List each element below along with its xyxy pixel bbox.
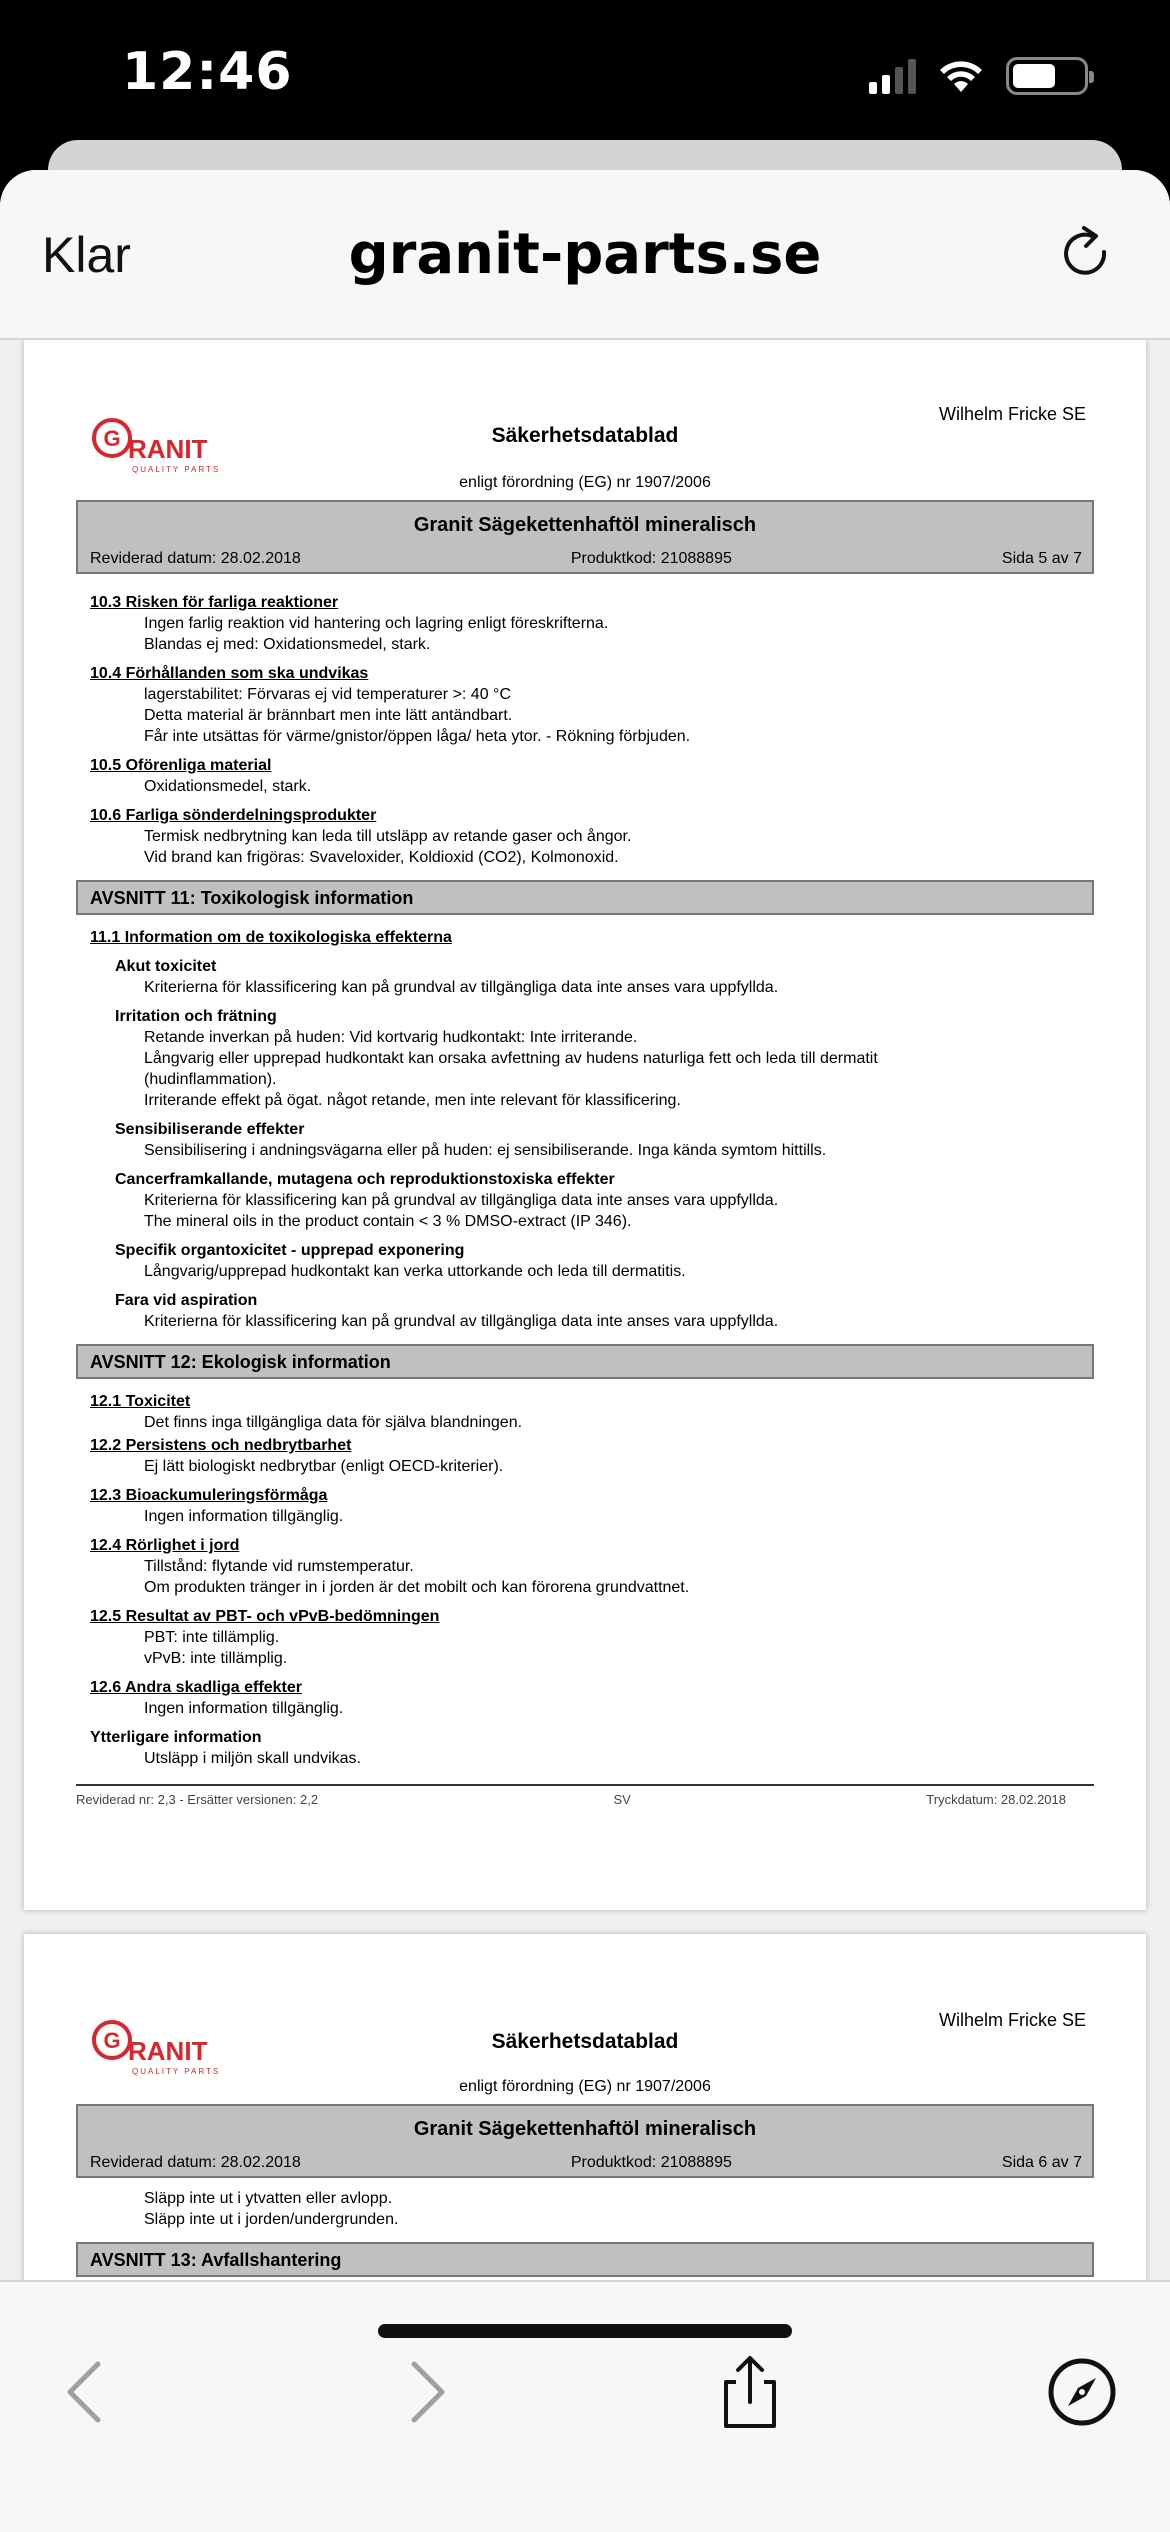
text-line: Det finns inga tillgängliga data för själva blandningen. <box>144 1414 523 1431</box>
status-time: 12:46 <box>122 42 293 102</box>
text-line: Ingen information tillgänglig. <box>144 1700 344 1717</box>
document-subtitle: enligt förordning (EG) nr 1907/2006 <box>459 474 711 491</box>
text-line: Om produkten tränger in i jorden är det mobilt och kan förorena grundvattnet. <box>144 1579 690 1596</box>
section-heading: 12.2 Persistens och nedbrytbarhet <box>90 1437 352 1454</box>
section-title-bar: AVSNITT 13: Avfallshantering <box>76 2242 1094 2277</box>
text-line: Kriterierna för klassificering kan på grundval av tillgängliga data inte anses vara uppfyllda. <box>144 1313 779 1330</box>
subheading: Sensibiliserande effekter <box>115 1121 305 1138</box>
product-name: Granit Sägekettenhaftöl mineralisch <box>413 2118 757 2140</box>
page-header <box>24 340 1146 500</box>
product-header-box <box>76 2104 1094 2178</box>
text-line: Tillstånd: flytande vid rumstemperatur. <box>144 1558 414 1575</box>
section-heading: 10.6 Farliga sönderdelningsprodukter <box>90 807 377 824</box>
page-content <box>24 574 1146 1769</box>
text-line: Långvarig eller upprepad hudkontakt kan orsaka avfettning av hudens naturliga fett och leda till dermatit <box>144 1050 878 1067</box>
svg-text:RANIT: RANIT <box>128 434 208 464</box>
reload-icon[interactable] <box>1054 222 1118 286</box>
compass-icon[interactable] <box>1042 2352 1122 2432</box>
subheading: Ytterligare information <box>90 1729 262 1746</box>
text-line: Får inte utsättas för värme/gnistor/öppen låga/ heta ytor. - Rökning förbjuden. <box>144 728 691 745</box>
company-name: Wilhelm Fricke SE <box>938 2010 1086 2030</box>
status-icons <box>869 56 1088 96</box>
text-line: Släpp inte ut i jorden/undergrunden. <box>144 2211 399 2228</box>
text-line: Detta material är brännbart men inte lätt antändbart. <box>144 707 513 724</box>
browser-sheet <box>0 170 1170 2532</box>
section-title-bar: AVSNITT 12: Ekologisk information <box>76 1344 1094 1379</box>
status-bar <box>0 0 1170 150</box>
section-heading: 12.1 Toxicitet <box>90 1393 191 1410</box>
svg-text:QUALITY PARTS: QUALITY PARTS <box>132 2067 221 2076</box>
battery-icon <box>1006 57 1088 95</box>
section-heading: 10.5 Oförenliga material <box>90 757 272 774</box>
share-icon[interactable] <box>710 2352 790 2432</box>
subheading: Specifik organtoxicitet - upprepad exponering <box>115 1242 465 1259</box>
footer-revision: Reviderad nr: 2,3 - Ersätter versionen: 2,2 <box>76 1792 319 1807</box>
page-footer <box>76 1784 1094 1807</box>
document-title: Säkerhetsdatablad <box>491 424 679 447</box>
footer-print-date: Tryckdatum: 28.02.2018 <box>926 1792 1066 1807</box>
text-line: Ingen information tillgänglig. <box>144 1508 344 1525</box>
svg-text:G: G <box>103 426 121 451</box>
text-line: Irriterande effekt på ögat. något retande, men inte relevant för klassificering. <box>144 1092 681 1109</box>
subheading: Akut toxicitet <box>115 958 217 975</box>
document-subtitle: enligt förordning (EG) nr 1907/2006 <box>459 2078 711 2095</box>
section-heading: 12.6 Andra skadliga effekter <box>90 1679 302 1696</box>
text-line: The mineral oils in the product contain < 3 % DMSO-extract (IP 346). <box>144 1213 632 1230</box>
back-icon[interactable] <box>48 2352 128 2432</box>
text-line: Oxidationsmedel, stark. <box>144 778 312 795</box>
forward-icon[interactable] <box>384 2352 464 2432</box>
section-heading: 12.5 Resultat av PBT- och vPvB-bedömningen <box>90 1608 440 1625</box>
text-line: Släpp inte ut i ytvatten eller avlopp. <box>144 2190 393 2207</box>
footer-language: SV <box>613 1792 631 1807</box>
text-line: Blandas ej med: Oxidationsmedel, stark. <box>144 636 431 653</box>
text-line: PBT: inte tillämplig. <box>144 1629 280 1646</box>
section-heading: 10.4 Förhållanden som ska undvikas <box>90 665 369 682</box>
svg-text:RANIT: RANIT <box>128 2036 208 2066</box>
text-line: Långvarig/upprepad hudkontakt kan verka uttorkande och leda till dermatitis. <box>144 1263 686 1280</box>
pdf-page <box>24 1934 1146 2280</box>
text-line: Ingen farlig reaktion vid hantering och lagring enligt föreskrifterna. <box>144 615 609 632</box>
svg-text:G: G <box>103 2028 121 2053</box>
home-indicator[interactable] <box>378 2324 792 2338</box>
section-title-bar: AVSNITT 11: Toxikologisk information <box>76 880 1094 915</box>
text-line: Ej lätt biologiskt nedbrytbar (enligt OECD-kriterier). <box>144 1458 504 1475</box>
pdf-page <box>24 340 1146 1910</box>
page-content <box>24 2178 1146 2277</box>
pdf-viewport[interactable] <box>0 340 1170 2280</box>
page-number: Sida 5 av 7 <box>1001 550 1082 567</box>
text-line: Sensibilisering i andningsvägarna eller på huden: ej sensibiliserande. Inga kända symtom hittills. <box>144 1142 827 1159</box>
text-line: vPvB: inte tillämplig. <box>144 1650 288 1667</box>
document-title: Säkerhetsdatablad <box>491 2030 679 2053</box>
nav-bar <box>0 170 1170 340</box>
subheading: Irritation och frätning <box>115 1008 277 1025</box>
revised-date: Reviderad datum: 28.02.2018 <box>90 2154 301 2171</box>
wifi-icon <box>938 58 984 94</box>
cellular-signal-icon <box>869 58 916 94</box>
product-code: Produktkod: 21088895 <box>570 2154 732 2171</box>
text-line: lagerstabilitet: Förvaras ej vid temperaturer >: 40 °C <box>144 686 511 703</box>
revised-date: Reviderad datum: 28.02.2018 <box>90 550 301 567</box>
text-line: (hudinflammation). <box>144 1071 277 1088</box>
product-code: Produktkod: 21088895 <box>570 550 732 567</box>
text-line: Kriterierna för klassificering kan på grundval av tillgängliga data inte anses vara uppfyllda. <box>144 1192 779 1209</box>
section-heading: 12.3 Bioackumuleringsförmåga <box>90 1487 328 1504</box>
section-heading: 11.1 Information om de toxikologiska effekterna <box>90 929 452 946</box>
bottom-toolbar <box>0 2280 1170 2532</box>
subheading: Cancerframkallande, mutagena och reproduktionstoxiska effekter <box>115 1171 615 1188</box>
subheading: Fara vid aspiration <box>115 1292 258 1309</box>
page-title: granit-parts.se <box>348 222 822 287</box>
svg-text:QUALITY PARTS: QUALITY PARTS <box>132 465 221 474</box>
text-line: Vid brand kan frigöras: Svaveloxider, Koldioxid (CO2), Kolmonoxid. <box>144 849 619 866</box>
section-heading: 12.4 Rörlighet i jord <box>90 1537 240 1554</box>
company-name: Wilhelm Fricke SE <box>938 404 1086 424</box>
section-heading: 10.3 Risken för farliga reaktioner <box>90 594 339 611</box>
product-name: Granit Sägekettenhaftöl mineralisch <box>413 514 757 536</box>
done-button[interactable]: Klar <box>42 227 131 283</box>
text-line: Termisk nedbrytning kan leda till utsläpp av retande gaser och ångor. <box>144 828 632 845</box>
text-line: Retande inverkan på huden: Vid kortvarig hudkontakt: Inte irriterande. <box>144 1029 638 1046</box>
product-header-box <box>76 500 1094 574</box>
text-line: Utsläpp i miljön skall undvikas. <box>144 1750 361 1767</box>
page-header <box>24 1934 1146 2094</box>
page-number: Sida 6 av 7 <box>1001 2154 1082 2171</box>
text-line: Kriterierna för klassificering kan på grundval av tillgängliga data inte anses vara uppfyllda. <box>144 979 779 996</box>
